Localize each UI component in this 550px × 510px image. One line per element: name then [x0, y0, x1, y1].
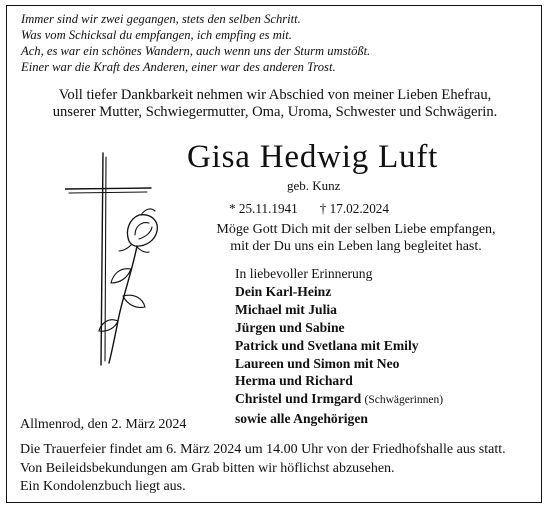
- mourner-name: Patrick und Svetlana mit Emily: [235, 337, 419, 353]
- intro-line: Voll tiefer Dankbarkeit nehmen wir Abschied von meiner Lieben Ehefrau,: [58, 87, 492, 103]
- death-date: † 17.02.2024: [319, 201, 389, 216]
- mourner-name: Christel und Irmgard: [235, 391, 362, 407]
- mourner-name: Herma und Richard: [235, 373, 353, 389]
- intro-text: [7, 87, 543, 121]
- maiden-name: geb. Kunz: [287, 178, 341, 193]
- poem: [21, 11, 370, 75]
- birth-date: * 25.11.1941: [229, 201, 298, 216]
- obituary-notice: [6, 5, 542, 503]
- mourner-note: (Schwägerinnen): [364, 394, 444, 407]
- list-item: [235, 355, 443, 373]
- poem-line: Immer sind wir zwei gegangen, stets den selben Schritt.: [21, 12, 301, 26]
- list-item: [235, 390, 443, 410]
- deceased-name: Gisa Hedwig Luft: [187, 139, 439, 175]
- mourner-name: Laureen und Simon mit Neo: [235, 355, 400, 371]
- life-dates: [229, 201, 389, 217]
- list-item: [235, 319, 443, 337]
- poem-line: Ach, es war ein schönes Wandern, auch wenn uns der Sturm umstößt.: [21, 44, 371, 58]
- footer-line: Ein Kondolenzbuch liegt aus.: [20, 479, 186, 494]
- list-item: [235, 301, 443, 319]
- poem-line: Einer war die Kraft des Anderen, einer war des anderen Trost.: [21, 60, 336, 74]
- footer-line: Die Trauerfeier findet am 6. März 2024 um 14.00 Uhr von der Friedhofshalle aus statt.: [20, 442, 506, 457]
- footer-line: Von Beileidsbekundungen am Grab bitten wir höflichst abzusehen.: [20, 460, 395, 476]
- list-item: [235, 283, 443, 301]
- verse-line: Möge Gott Dich mit der selben Liebe empfangen,: [216, 222, 496, 237]
- intro-line: unserer Mutter, Schwiegermutter, Oma, Uroma, Schwester und Schwägerin.: [52, 104, 498, 120]
- mourner-name: Jürgen und Sabine: [235, 319, 345, 335]
- poem-line: Was vom Schicksal du empfangen, ich empfing es mit.: [21, 28, 292, 42]
- list-item: [235, 337, 443, 355]
- list-item: [235, 410, 443, 428]
- mourners-list: [235, 265, 443, 428]
- place-date: Allmenrod, den 2. März 2024: [20, 417, 187, 432]
- list-item: [235, 372, 443, 390]
- footer-notes: [20, 441, 506, 497]
- mourners-lead: In liebevoller Erinnerung: [235, 266, 373, 281]
- mourner-name: Dein Karl-Heinz: [235, 283, 332, 299]
- mourners-closing: sowie alle Angehörigen: [235, 411, 368, 427]
- verse-line: mit der Du uns ein Leben lang begleitet hast.: [230, 239, 482, 254]
- mourner-name: Michael mit Julia: [235, 301, 337, 317]
- cross-with-rose-icon: [65, 151, 177, 366]
- farewell-verse: [182, 221, 530, 255]
